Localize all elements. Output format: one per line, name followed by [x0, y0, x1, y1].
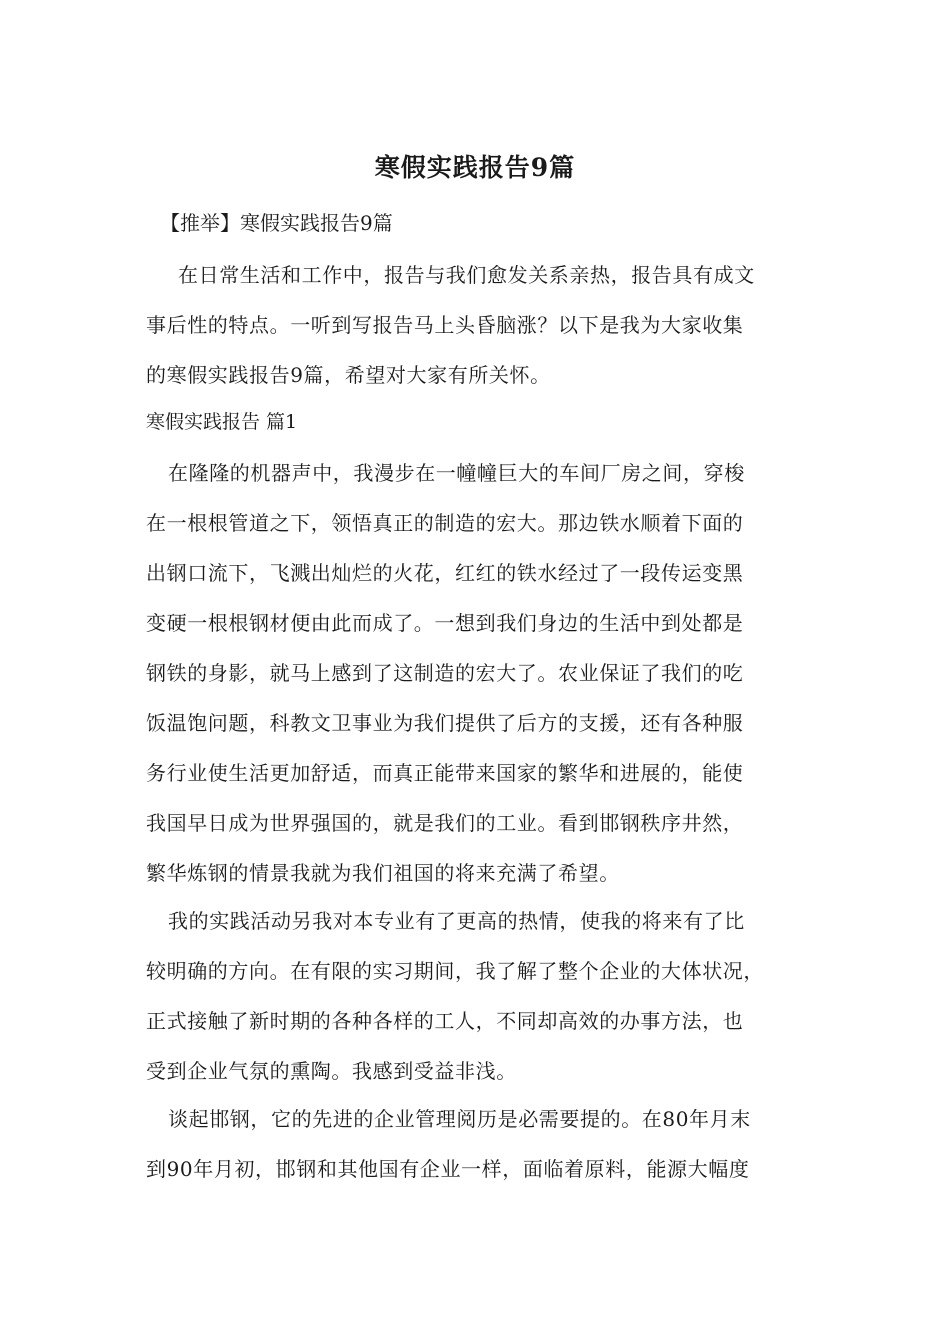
text-line: 在日常生活和工作中，报告与我们愈发关系亲热，报告具有成文: [178, 263, 755, 287]
text-line: 正式接触了新时期的各种各样的工人，不同却高效的办事方法，也: [146, 1009, 744, 1033]
body-paragraph: [146, 1094, 816, 1194]
text-line: 务行业使生活更加舒适，而真正能带来国家的繁华和进展的，能使: [146, 761, 744, 785]
section-heading: 寒假实践报告 篇1: [146, 411, 298, 433]
body-paragraph: [146, 896, 816, 1096]
document-subtitle: 【推举】寒假实践报告9篇: [160, 211, 393, 235]
body-paragraph: [146, 448, 816, 898]
text-line: 饭温饱问题，科教文卫事业为我们提供了后方的支援，还有各种服: [146, 711, 744, 735]
text-line: 我国早日成为世界强国的，就是我们的工业。看到邯钢秩序井然，: [146, 811, 744, 835]
text-line: 的寒假实践报告9篇，希望对大家有所关怀。: [146, 363, 551, 387]
intro-paragraph: [146, 250, 816, 400]
text-line: 受到企业气氛的熏陶。我感到受益非浅。: [146, 1059, 517, 1083]
text-line: 变硬一根根钢材便由此而成了。一想到我们身边的生活中到处都是: [146, 611, 744, 635]
text-line: 在一根根管道之下，领悟真正的制造的宏大。那边铁水顺着下面的: [146, 511, 744, 535]
text-line: 繁华炼钢的情景我就为我们祖国的将来充满了希望。: [146, 861, 620, 885]
text-line: 我的实践活动另我对本专业有了更高的热情，使我的将来有了比: [168, 909, 745, 933]
text-line: 较明确的方向。在有限的实习期间，我了解了整个企业的大体状况，: [146, 959, 764, 983]
text-line: 出钢口流下，飞溅出灿烂的火花，红红的铁水经过了一段传运变黑: [146, 561, 744, 585]
text-line: 谈起邯钢，它的先进的企业管理阅历是必需要提的。在80年月末: [168, 1107, 751, 1131]
document-title: 寒假实践报告9篇: [374, 153, 576, 182]
text-line: 事后性的特点。一听到写报告马上头昏脑涨？以下是我为大家收集: [146, 313, 744, 337]
text-line: 到90年月初，邯钢和其他国有企业一样，面临着原料，能源大幅度: [146, 1157, 750, 1181]
text-line: 在隆隆的机器声中，我漫步在一幢幢巨大的车间厂房之间，穿梭: [168, 461, 745, 485]
text-line: 钢铁的身影，就马上感到了这制造的宏大了。农业保证了我们的吃: [146, 661, 744, 685]
